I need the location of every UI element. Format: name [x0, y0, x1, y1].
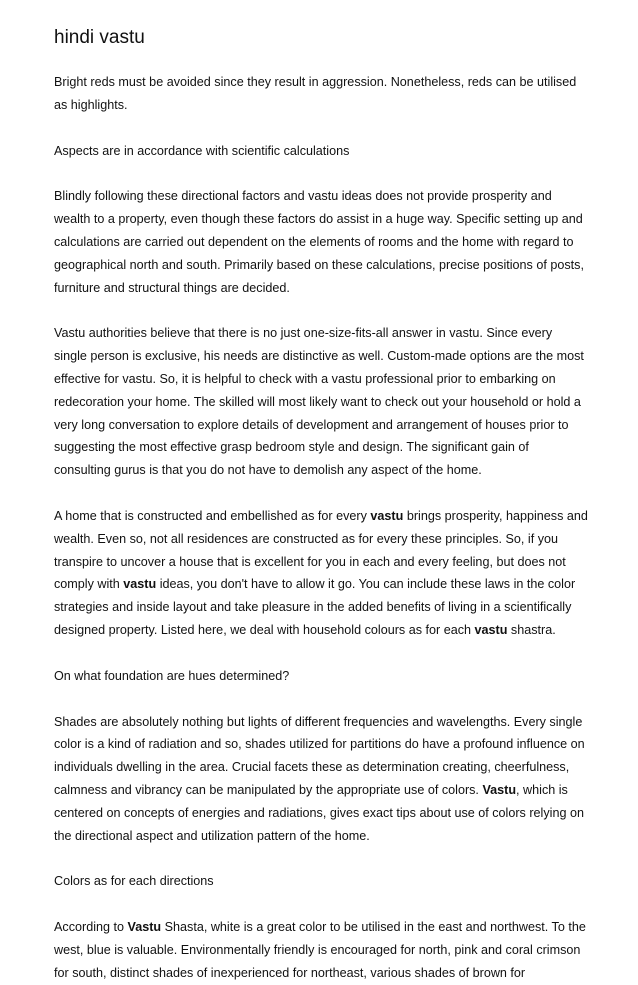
text-run: According to — [54, 920, 128, 935]
text-run: Shades are absolutely nothing but lights of different frequencies and wavelengths. Every single color is a kind of radiation and so, shades utilized for partitions do have a profound influence on individuals dwelling in the area. Crucial facets these as determination creating, cheerfulness, calmness and vibrancy can be manipulated by the appropriate use of colors. — [54, 714, 585, 797]
bold-keyword: Vastu — [482, 782, 517, 797]
paragraph-2 — [54, 140, 588, 163]
text-run: Aspects are in accordance with scientific calculations — [54, 143, 350, 158]
paragraph-7 — [54, 711, 588, 848]
paragraph-1 — [54, 71, 588, 117]
paragraph-4 — [54, 322, 588, 482]
bold-keyword: vastu — [474, 622, 508, 637]
document-title: hindi vastu — [54, 27, 145, 48]
paragraph-9 — [54, 916, 588, 984]
text-run: , which is centered on concepts of energies and radiations, gives exact tips about use of colors relying on the directional aspect and utilization pattern of the home. — [54, 782, 584, 843]
document-body — [54, 71, 588, 985]
paragraph-6 — [54, 665, 588, 688]
bold-keyword: vastu — [123, 577, 157, 592]
text-run: Vastu authorities believe that there is no just one-size-fits-all answer in vastu. Since every single person is exclusive, his needs are distinctive as well. Custom-made options are the most effective for vastu. So, it is helpful to check with a vastu professional prior to embarking on redecoration your home. The skilled will most likely want to check out your household or hold a very long conversation to explore details of development and arrangement of houses prior to suggesting the most effective grasp bedroom style and design. The significant gain of consulting gurus is that you do not have to demolish any aspect of the home. — [54, 326, 584, 478]
text-run: A home that is constructed and embellished as for every — [54, 508, 371, 523]
text-run: Colors as for each directions — [54, 874, 214, 889]
text-run: On what foundation are hues determined? — [54, 668, 290, 683]
text-run: ideas, you don't have to allow it go. You can include these laws in the color strategies and inside layout and take pleasure in the added benefits of living in a scientifically designed property. Listed here, we deal with household colours as for each — [54, 577, 576, 637]
paragraph-8 — [54, 870, 588, 893]
text-run: Shasta, white is a great color to be utilised in the east and northwest. To the west, blue is valuable. Environmentally friendly is encouraged for north, pink and coral crimson for south, distinct shades of inexperienced for northeast, various shades of brown for — [54, 920, 586, 980]
paragraph-3 — [54, 185, 588, 299]
bold-keyword: vastu — [370, 508, 404, 523]
text-run: shastra. — [507, 622, 556, 637]
bold-keyword: Vastu — [127, 920, 162, 935]
text-run: Blindly following these directional factors and vastu ideas does not provide prosperity and wealth to a property, even though these factors do assist in a huge way. Specific setting up and calculations are carried out dependent on the elements of rooms and the home with regard to geographical north and south. Primarily based on these calculations, precise positions of posts, furniture and structural things are decided. — [54, 189, 584, 295]
text-run: brings prosperity, happiness and wealth. Even so, not all residences are constructed as for every these principles. So, if you transpire to uncover a house that is excellent for you in each and every feeling, but does not comply with — [54, 508, 588, 592]
paragraph-5 — [54, 505, 588, 642]
text-run: Bright reds must be avoided since they result in aggression. Nonetheless, reds can be utilised as highlights. — [54, 75, 577, 112]
